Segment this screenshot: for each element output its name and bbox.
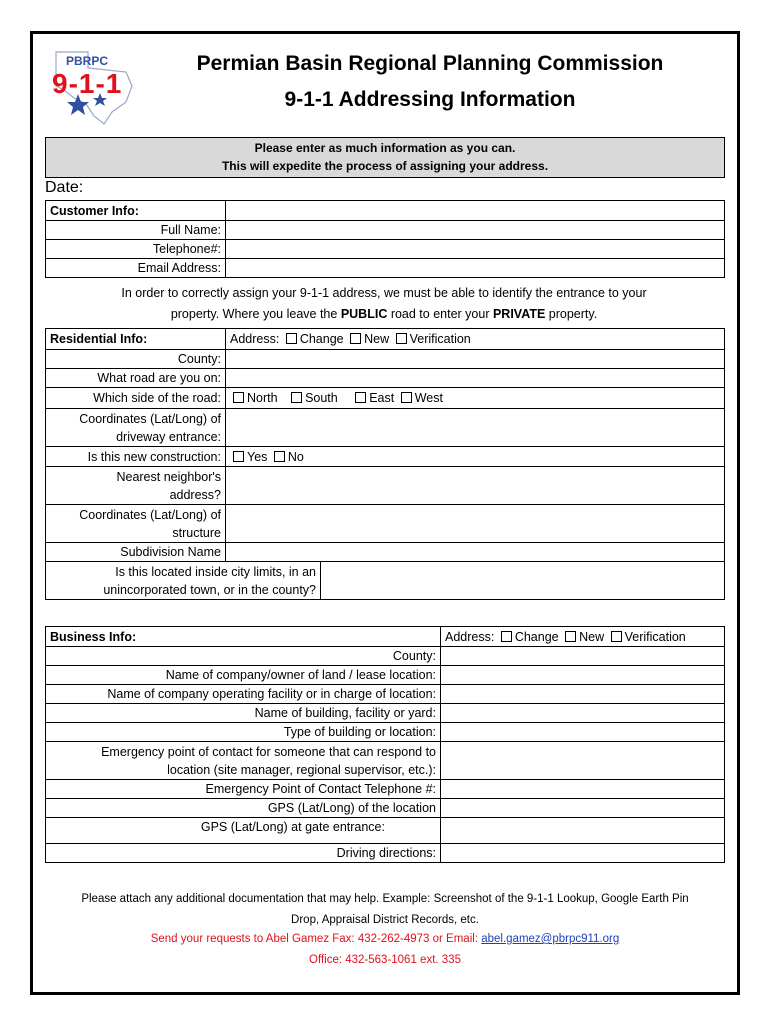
company-operating-input[interactable] <box>441 685 725 704</box>
subdivision-input[interactable] <box>226 543 725 562</box>
customer-heading-blank <box>226 201 725 221</box>
building-type-input[interactable] <box>441 723 725 742</box>
county-input[interactable] <box>226 350 725 369</box>
residential-address-label: Address: <box>230 332 280 346</box>
telephone-input[interactable] <box>226 240 725 259</box>
attach-line-2: Drop, Appraisal District Records, etc. <box>291 914 479 926</box>
business-address-type <box>441 627 725 647</box>
checkbox-change[interactable] <box>286 333 297 344</box>
side-of-road-label: Which side of the road: <box>46 388 226 409</box>
county-label: County: <box>46 350 226 369</box>
option-verification-label: Verification <box>409 332 471 346</box>
gps-location-label: GPS (Lat/Long) of the location <box>46 799 441 818</box>
private-keyword: PRIVATE <box>492 307 546 321</box>
date-label: Date: <box>45 179 84 196</box>
structure-coords-label <box>46 505 226 543</box>
checkbox-new[interactable] <box>350 333 361 344</box>
neighbor-line-1: Nearest neighbor's <box>116 469 221 484</box>
instruction-text <box>45 283 723 325</box>
emergency-phone-label: Emergency Point of Contact Telephone #: <box>46 780 441 799</box>
gps-gate-input[interactable] <box>441 818 725 844</box>
company-owner-input[interactable] <box>441 666 725 685</box>
business-checkbox-new[interactable] <box>565 631 576 642</box>
send-requests-text: Send your requests to Abel Gamez Fax: 432-262-4973 or Email: <box>150 933 482 945</box>
business-checkbox-verification[interactable] <box>611 631 622 642</box>
driveway-coords-input[interactable] <box>226 409 725 447</box>
logo-text-top: PBRPC <box>66 54 109 68</box>
full-name-label: Full Name: <box>46 221 226 240</box>
driveway-coords-line-2: driveway entrance: <box>116 429 221 444</box>
emergency-line-2: location (site manager, regional supervisor, etc.): <box>167 762 436 777</box>
instruction-line-1: In order to correctly assign your 9-1-1 address, we must be able to identify the entrance to your <box>121 286 647 300</box>
page-subtitle: 9-1-1 Addressing Information <box>284 88 576 111</box>
city-limits-line-1: Is this located inside city limits, in an <box>115 564 316 579</box>
driving-directions-label: Driving directions: <box>46 844 441 863</box>
customer-heading: Customer Info: <box>46 201 226 221</box>
business-address-label: Address: <box>445 629 495 644</box>
neighbor-line-2: address? <box>169 487 221 502</box>
instruction-text-b: road to enter your <box>387 307 493 321</box>
email-input[interactable] <box>226 259 725 278</box>
driving-directions-input[interactable] <box>441 844 725 863</box>
company-operating-label: Name of company operating facility or in charge of location: <box>46 685 441 704</box>
banner-line-2: This will expedite the process of assigning your address. <box>221 159 549 173</box>
gps-location-input[interactable] <box>441 799 725 818</box>
company-owner-label: Name of company/owner of land / lease location: <box>46 666 441 685</box>
checkbox-south[interactable] <box>291 392 302 403</box>
checkbox-no[interactable] <box>274 451 285 462</box>
checkbox-yes[interactable] <box>233 451 244 462</box>
business-county-input[interactable] <box>441 647 725 666</box>
emergency-contact-label <box>46 742 441 780</box>
checkbox-north[interactable] <box>233 392 244 403</box>
business-county-label: County: <box>46 647 441 666</box>
banner-line-1: Please enter as much information as you can. <box>254 141 516 155</box>
road-label: What road are you on: <box>46 369 226 388</box>
page-title: Permian Basin Regional Planning Commission <box>196 52 664 75</box>
checkbox-west[interactable] <box>401 392 412 403</box>
structure-coords-line-1: Coordinates (Lat/Long) of <box>79 507 221 522</box>
residential-table <box>45 328 725 600</box>
city-limits-line-2: unincorporated town, or in the county? <box>103 582 316 597</box>
attach-line-1: Please attach any additional documentation that may help. Example: Screenshot of the 9-1-1 Lookup, Google Earth Pin <box>81 893 689 905</box>
full-name-input[interactable] <box>226 221 725 240</box>
instruction-banner <box>45 137 725 178</box>
road-input[interactable] <box>226 369 725 388</box>
structure-coords-line-2: structure <box>172 525 221 540</box>
customer-table <box>45 200 725 278</box>
logo-text-main: 9-1-1 <box>52 68 123 99</box>
pbrpc-logo <box>48 46 148 126</box>
office-phone: Office: 432-563-1061 ext. 335 <box>309 954 461 966</box>
instruction-text-a: property. Where you leave the <box>170 307 341 321</box>
send-requests-line <box>40 929 730 950</box>
emergency-line-1: Emergency point of contact for someone that can respond to <box>101 744 436 759</box>
residential-address-type <box>226 329 725 350</box>
business-option-change-label: Change <box>514 629 559 644</box>
west-label: West <box>414 391 443 405</box>
footer-attach-note <box>40 889 730 931</box>
driveway-coords-label <box>46 409 226 447</box>
business-option-verification-label: Verification <box>624 629 686 644</box>
city-limits-input[interactable] <box>321 562 725 600</box>
north-label: North <box>247 391 278 405</box>
yes-label: Yes <box>247 449 268 464</box>
neighbor-address-input[interactable] <box>226 467 725 505</box>
subdivision-label: Subdivision Name <box>46 543 226 562</box>
public-keyword: PUBLIC <box>340 307 388 321</box>
no-label: No <box>287 449 304 464</box>
business-heading: Business Info: <box>46 627 441 647</box>
building-type-label: Type of building or location: <box>46 723 441 742</box>
building-name-label: Name of building, facility or yard: <box>46 704 441 723</box>
driveway-coords-line-1: Coordinates (Lat/Long) of <box>79 411 221 426</box>
business-option-new-label: New <box>579 629 605 644</box>
business-checkbox-change[interactable] <box>501 631 512 642</box>
south-label: South <box>305 391 338 405</box>
side-of-road-options <box>226 388 725 409</box>
neighbor-address-label <box>46 467 226 505</box>
footer-contact <box>40 929 730 971</box>
option-change-label: Change <box>299 332 344 346</box>
emergency-phone-input[interactable] <box>441 780 725 799</box>
new-construction-label: Is this new construction: <box>46 447 226 467</box>
checkbox-verification[interactable] <box>396 333 407 344</box>
instruction-line-2 <box>45 304 723 325</box>
structure-coords-input[interactable] <box>226 505 725 543</box>
building-name-input[interactable] <box>441 704 725 723</box>
option-new-label: New <box>364 332 390 346</box>
east-label: East <box>369 391 395 405</box>
business-table <box>45 626 725 863</box>
checkbox-east[interactable] <box>355 392 366 403</box>
gps-gate-label: GPS (Lat/Long) at gate entrance: <box>46 818 441 844</box>
city-limits-label <box>46 562 321 600</box>
new-construction-options <box>226 447 725 467</box>
email-link[interactable]: abel.gamez@pbrpc911.org <box>481 933 620 945</box>
residential-heading: Residential Info: <box>46 329 226 350</box>
email-label: Email Address: <box>46 259 226 278</box>
instruction-text-c: property. <box>545 307 598 321</box>
emergency-contact-input[interactable] <box>441 742 725 780</box>
telephone-label: Telephone#: <box>46 240 226 259</box>
